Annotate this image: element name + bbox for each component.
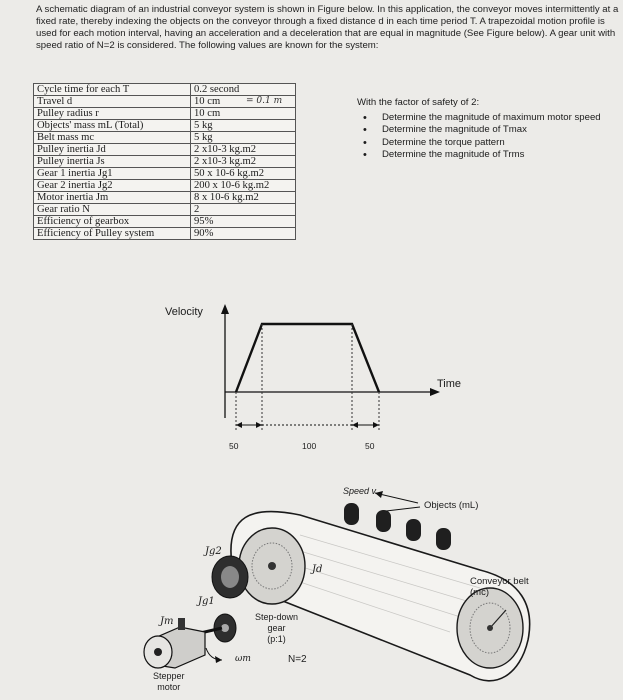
jm-label: Jm — [160, 616, 174, 627]
task-item: • Determine the torque pattern — [357, 137, 623, 150]
task-item: • Determine the magnitude of Tmax — [357, 124, 623, 137]
parameter-label: Travel d — [34, 96, 191, 108]
arrowhead — [352, 422, 358, 428]
gear-2-hub — [221, 566, 239, 588]
objects-label: Objects (mL) — [424, 500, 479, 511]
task-item: • Determine the magnitude of Trms — [357, 149, 623, 162]
problem-intro: A schematic diagram of an industrial conveyor system is shown in Figure below. In this application, the conveyor moves intermittently at a fixed rate, thereby indexing the objects on the conveyor through a fixed distance d in each time period T. A trapezoidal motion profile is used for each motion interval, having an acceleration and a deceleration that are equal in magnitude (See Figure below). A gear unit with speed ratio of N=2 is considered. The following values are known for the system: — [36, 4, 619, 51]
parameter-label: Gear 1 inertia Jg1 — [34, 168, 191, 180]
gear-label-line: gear — [267, 623, 286, 633]
parameter-label: Gear ratio N — [34, 204, 191, 216]
objects-pointer — [386, 507, 420, 511]
parameter-value: 50 x 10-6 kg.m2 — [191, 168, 296, 180]
parameter-value: 5 kg — [191, 132, 296, 144]
motor-label-line: motor — [157, 682, 181, 692]
object-block — [344, 503, 359, 525]
parameter-label: Pulley radius r — [34, 108, 191, 120]
parameter-value: 8 x 10-6 kg.m2 — [191, 192, 296, 204]
parameter-value: 10 cm — [191, 96, 296, 108]
omega-label: ωm — [235, 654, 251, 664]
arrowhead — [236, 422, 242, 428]
motor-shaft-end — [154, 648, 162, 656]
jd-label: Jd — [312, 564, 323, 575]
velocity-axis-arrow — [221, 304, 229, 314]
parameter-label: Belt mass mc — [34, 132, 191, 144]
parameter-value: 5 kg — [191, 120, 296, 132]
motor-label — [153, 671, 185, 693]
object-block — [436, 528, 451, 550]
n-label: N=2 — [288, 654, 307, 665]
parameter-label: Efficiency of Pulley system — [34, 228, 191, 240]
parameter-label: Motor inertia Jm — [34, 192, 191, 204]
parameter-value: 2 — [191, 204, 296, 216]
gear-label-line: Step-down — [255, 612, 299, 622]
parameter-label: Efficiency of gearbox — [34, 216, 191, 228]
segment-label: 50 — [229, 441, 239, 451]
arrowhead — [256, 422, 262, 428]
arrowhead — [375, 491, 383, 498]
motor-bracket — [178, 618, 185, 630]
parameter-value: 95% — [191, 216, 296, 228]
parameter-label: Objects' mass mL (Total) — [34, 120, 191, 132]
parameter-label: Gear 2 inertia Jg2 — [34, 180, 191, 192]
task-item: • Determine the magnitude of maximum motor speed — [357, 112, 623, 125]
gear-label — [255, 612, 298, 645]
speed-label: Speed v — [343, 486, 377, 496]
handwritten-note: = 0.1 m — [246, 96, 283, 106]
parameter-label: Pulley inertia Js — [34, 156, 191, 168]
parameter-value: 0.2 second — [191, 84, 296, 96]
belt-label: Conveyor belt (mc) — [470, 576, 529, 598]
gear-1-hub — [221, 624, 229, 632]
tasks-heading: With the factor of safety of 2: — [357, 97, 480, 108]
parameter-label: Pulley inertia Jd — [34, 144, 191, 156]
parameter-value: 2 x10-3 kg.m2 — [191, 156, 296, 168]
velocity-label: Velocity — [165, 306, 203, 318]
object-block — [406, 519, 421, 541]
jg1-label: Jg1 — [198, 596, 215, 607]
trapezoid-profile — [236, 324, 379, 392]
parameter-label: Cycle time for each T — [34, 84, 191, 96]
arrowhead — [215, 656, 222, 663]
time-label: Time — [437, 378, 462, 390]
parameter-value: 90% — [191, 228, 296, 240]
omega-arrow — [206, 648, 222, 660]
jg2-label: Jg2 — [205, 546, 222, 557]
arrowhead — [373, 422, 379, 428]
object-block — [376, 510, 391, 532]
parameter-value: 10 cm — [191, 108, 296, 120]
motor-label-line: Stepper — [153, 671, 185, 681]
parameter-value: 200 x 10-6 kg.m2 — [191, 180, 296, 192]
parameter-value: 2 x10-3 kg.m2 — [191, 144, 296, 156]
pulley-hub — [268, 562, 276, 570]
pulley-hub — [487, 625, 493, 631]
segment-label: 100 — [302, 441, 317, 451]
gear-label-line: (p:1) — [267, 634, 286, 644]
segment-label: 50 — [365, 441, 375, 451]
